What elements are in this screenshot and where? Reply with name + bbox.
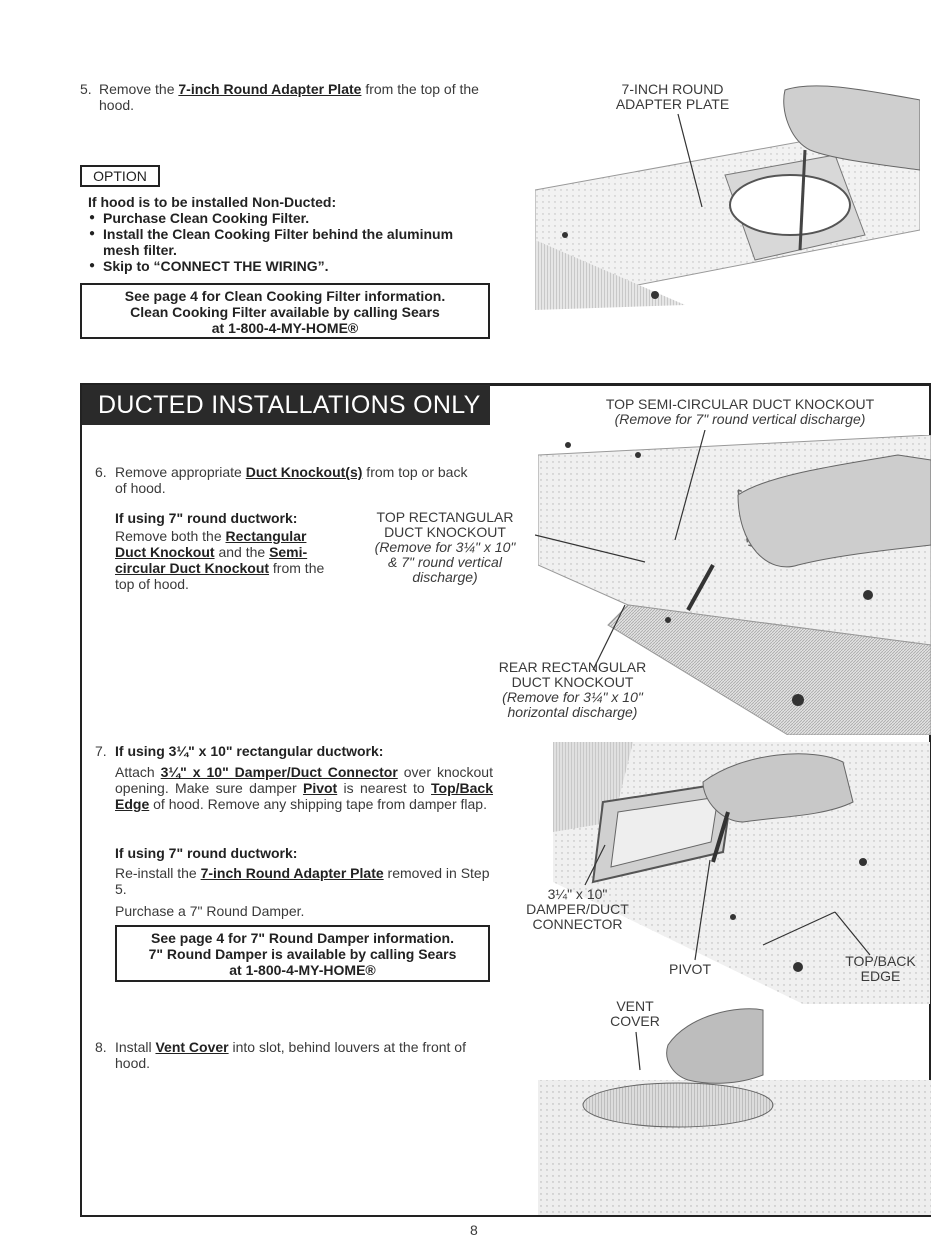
option-bullet: ● Install the Clean Cooking Filter behind the aluminum mesh filter. — [88, 226, 483, 258]
pivot-ref: Pivot — [302, 780, 338, 796]
pivot-label: PIVOT — [668, 961, 711, 977]
step7-heading: If using 3¼" x 10" rectangular ductwork: — [115, 743, 384, 759]
semicircular-knockout-ref: Semi-circular Duct Knockout — [115, 544, 308, 576]
adapter-plate-ref: 7-inch Round Adapter Plate — [178, 81, 362, 97]
option-bullet: ● Skip to “CONNECT THE WIRING”. — [88, 258, 488, 274]
semi-circular-knockout-label: TOP SEMI-CIRCULAR DUCT KNOCKOUT (Remove for 7" round vertical discharge) — [605, 396, 875, 427]
hood-top-illustration — [535, 80, 920, 310]
step6-subheading: If using 7" round ductwork: — [115, 510, 298, 526]
filter-note-box: See page 4 for Clean Cooking Filter information. Clean Cooking Filter available by calling Sears at 1-800-4-MY-HOME® — [80, 283, 490, 339]
step6-subtext: Remove both the Rectangular Duct Knockout and the Semi-circular Duct Knockout from the top of hood. — [115, 528, 325, 592]
step6-text: Remove appropriate Duct Knockout(s) from top or back of hood. — [115, 464, 468, 496]
damper-note-box: See page 4 for 7" Round Damper information. 7" Round Damper is available by calling Sears at 1-800-4-MY-HOME® — [115, 925, 490, 982]
vent-cover-ref: Vent Cover — [155, 1039, 229, 1055]
figure-adapter-plate-photo — [535, 80, 920, 310]
adapter-plate-leader — [670, 112, 710, 212]
vent-cover-illustration — [538, 1005, 931, 1215]
option-bullet: ● Purchase Clean Cooking Filter. — [88, 210, 488, 226]
step7-num: 7. — [95, 743, 107, 759]
damper-connector-label: 3¼" x 10" DAMPER/DUCT CONNECTOR — [526, 886, 629, 932]
knockout-leaders — [535, 430, 715, 680]
top-back-edge-ref: Top/Back Edge — [115, 780, 494, 812]
step7-para3: Purchase a 7" Round Damper. — [115, 903, 305, 919]
vent-cover-label: VENT COVER — [610, 998, 660, 1029]
step6-num: 6. — [95, 464, 107, 480]
step5-num: 5. — [80, 81, 92, 97]
step7-para1: Attach 3¼" x 10" Damper/Duct Connector over knockout opening. Make sure damper Pivot is nearest to Top/Back Edge of hood. Remove any shipping tape from damper flap. — [115, 764, 494, 812]
damper-connector-ref: 3¼" x 10" Damper/Duct Connector — [160, 764, 398, 780]
option-tag: OPTION — [80, 165, 160, 187]
vent-cover-leader — [630, 1030, 650, 1075]
rear-knockout-label: REAR RECTANGULAR DUCT KNOCKOUT (Remove for 3¼" x 10" horizontal discharge) — [498, 659, 647, 720]
adapter-plate-ref-2: 7-inch Round Adapter Plate — [200, 865, 384, 881]
rectangular-knockout-label: TOP RECTANGULAR DUCT KNOCKOUT (Remove for 3¼" x 10" & 7" round vertical discharge) — [374, 509, 516, 585]
ducted-banner-title: DUCTED INSTALLATIONS ONLY — [98, 391, 481, 419]
rectangular-knockout-ref: Rectangular Duct Knockout — [115, 528, 307, 560]
page-number: 8 — [470, 1222, 478, 1238]
adapter-plate-label: 7-INCH ROUND ADAPTER PLATE — [615, 81, 730, 112]
figure-vent-cover-photo — [538, 1005, 931, 1215]
step8-num: 8. — [95, 1039, 107, 1055]
option-bullets — [88, 210, 488, 274]
step7-para2: Re-install the 7-inch Round Adapter Plate removed in Step 5. — [115, 865, 490, 897]
top-back-edge-label: TOP/BACK EDGE — [845, 953, 916, 984]
step5-text: Remove the 7-inch Round Adapter Plate from the top of the hood. — [99, 81, 479, 113]
step7-heading2: If using 7" round ductwork: — [115, 845, 298, 861]
option-heading: If hood is to be installed Non-Ducted: — [88, 194, 337, 210]
duct-knockout-ref: Duct Knockout(s) — [245, 464, 363, 480]
step8-text: Install Vent Cover into slot, behind louvers at the front of hood. — [115, 1039, 466, 1071]
